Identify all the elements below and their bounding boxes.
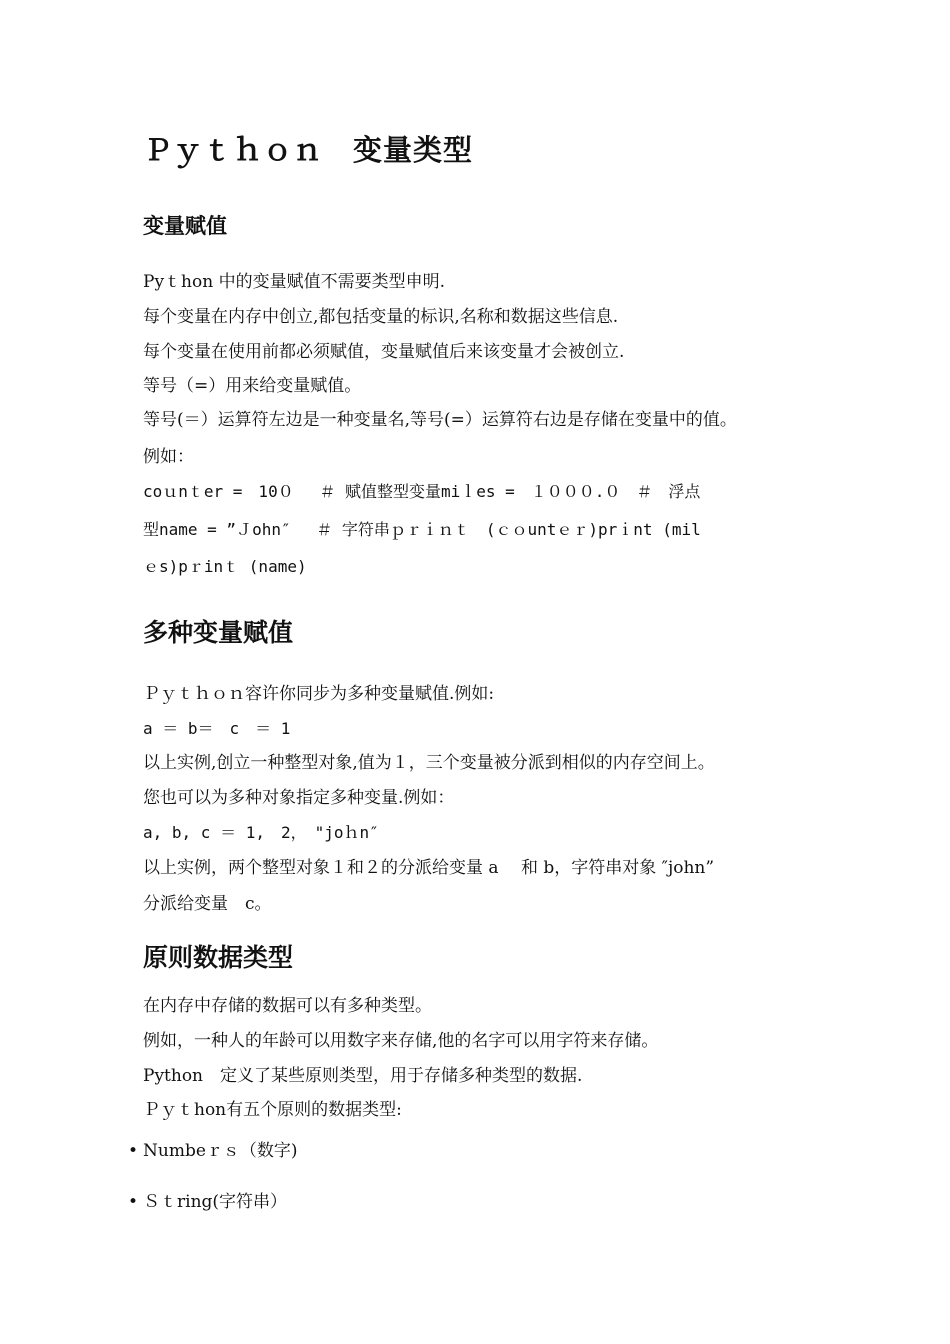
paragraph-line: 在内存中存储的数据可以有多种类型。: [143, 996, 432, 1016]
list-item: [128, 1187, 287, 1212]
code-line: coｕnｔer = 10０ ＃ 赋值整型变量miｌes = １０００.０ ＃ 浮点: [143, 482, 701, 501]
paragraph-line: 以上实例,创立一种整型对象,值为１，三个变量被分派到相似的内存空间上。: [143, 753, 715, 773]
paragraph-line: 每个变量在使用前都必须赋值，变量赋值后来该变量才会被创立.: [143, 342, 625, 362]
paragraph-line: Python 定义了某些原则类型，用于存储多种类型的数据.: [143, 1066, 583, 1086]
code-line: a, b, c ＝ 1, 2， "joｈn″: [143, 823, 379, 842]
paragraph-line: 以上实例，两个整型对象１和２的分派给变量 a 和 b，字符串对象 ″john”: [143, 858, 715, 878]
list-item-label: Ｓｔring(字符串）: [143, 1192, 288, 1212]
section-heading-multiple-assignment: 多种变量赋值: [143, 618, 294, 647]
paragraph-line: 您也可以为多种对象指定多种变量.例如：: [143, 788, 455, 808]
paragraph-line: 分派给变量 c。: [143, 894, 272, 914]
page-title: Ｐｙｔｈｏｎ 变量类型: [143, 133, 474, 167]
bullet-icon: •: [128, 1141, 139, 1161]
code-line: ｅs)pｒinｔ (name): [143, 557, 307, 576]
paragraph-line: Pyｔhon 中的变量赋值不需要类型申明.: [143, 272, 445, 292]
code-line: a ＝ b＝ c ＝ 1: [143, 719, 291, 738]
section-heading-standard-data-types: 原则数据类型: [143, 943, 294, 972]
list-item-label: Numbeｒｓ（数字): [143, 1141, 298, 1161]
paragraph-line: Ｐｙｔｈｏｎ容许你同步为多种变量赋值.例如:: [143, 684, 495, 704]
paragraph-line: Ｐｙｔhon有五个原则的数据类型:: [143, 1100, 402, 1120]
bullet-icon: •: [128, 1192, 139, 1212]
list-item: [128, 1136, 298, 1161]
paragraph-line: 例如：: [143, 447, 194, 467]
code-line: 型name = ”Ｊohn″ ＃ 字符串ｐｒｉｎｔ (ｃｏuntｅｒ)prｉnt (mil: [143, 520, 701, 539]
paragraph-line: 例如，一种人的年龄可以用数字来存储,他的名字可以用字符来存储。: [143, 1031, 659, 1051]
paragraph-line: 每个变量在内存中创立,都包括变量的标识,名称和数据这些信息.: [143, 307, 619, 327]
paragraph-line: 等号（=）用来给变量赋值。: [143, 376, 362, 396]
section-heading-variable-assignment: 变量赋值: [143, 213, 227, 238]
paragraph-line: 等号(＝）运算符左边是一种变量名,等号(=）运算符右边是存储在变量中的值。: [143, 410, 737, 430]
